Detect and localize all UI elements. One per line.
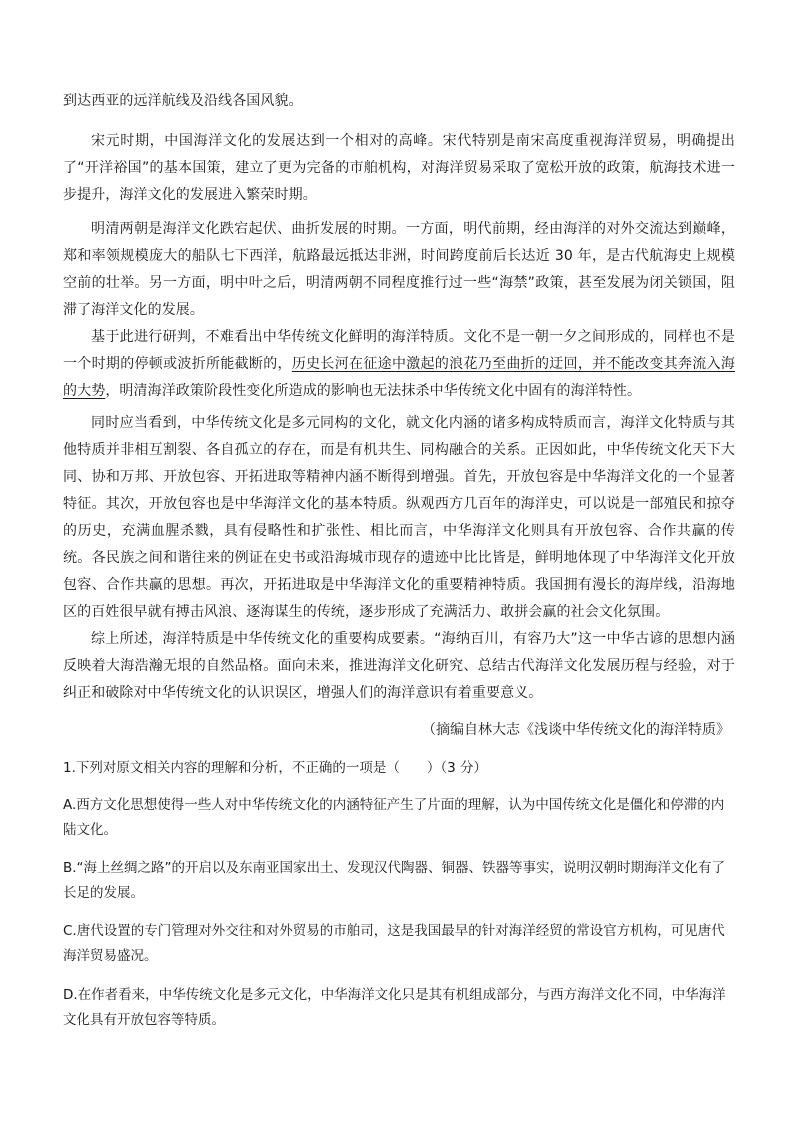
paragraph-conclusion: 综上所述，海洋特质是中华传统文化的重要构成要素。“海纳百川，有容乃大”这一中华古谚的思想内涵反映着大海浩瀚无垠的自然品格。面向未来，推进海洋文化研究、总结古代海洋文化发展历程与经验，对于纠正和破除对中华传统文化的认识误区，增强人们的海洋意识有着重要意义。 xyxy=(63,631,735,701)
paragraph-song-yuan: 宋元时期，中国海洋文化的发展达到一个相对的高峰。宋代特别是南宋高度重视海洋贸易，明确提出了“开洋裕国”的基本国策，建立了更为完备的市舶机构，对海洋贸易采取了宽松开放的政策，航海技术进一步提升，海洋文化的发展进入繁荣时期。 xyxy=(63,133,735,203)
paragraph-ming-qing: 明清两朝是海洋文化跌宕起伏、曲折发展的时期。一方面，明代前期，经由海洋的对外交流达到巅峰，郑和率领规模庞大的船队七下西洋，航路最远抵达非洲，时间跨度前后长达近 30 年，是古代航海史上规模空前的壮举。另一方面，明中叶之后，明清两朝不同程度推行过一些“海禁”政策，甚至发展为闭关锁国，阻滞了海洋文化的发展。 xyxy=(63,221,735,318)
paragraph-judgement xyxy=(63,324,735,405)
paragraph-multicultural: 同时应当看到，中华传统文化是多元同构的文化，就文化内涵的诸多构成特质而言，海洋文化特质与其他特质并非相互割裂、各自孤立的存在，而是有机共生、同构融合的关系。正因如此，中华传统文化天下大同、协和万邦、开放包容、开拓进取等精神内涵不断得到增强。首先，开放包容是中华海洋文化的一个显著特征。其次，开放包容也是中华海洋文化的基本特质。纵观西方几百年的海洋史，可以说是一部殖民和掠夺的历史，充满血腥杀戮，具有侵略性和扩张性、相比而言，中华海洋文化则具有开放包容、合作共赢的传统。各民族之间和谐往来的例证在史书或沿海城市现存的遗迹中比比皆是，鲜明地体现了中华海洋文化开放包容、合作共赢的思想。再次，开拓进取是中华海洋文化的重要精神特质。我国拥有漫长的海岸线，沿海地区的百姓很早就有搏击风浪、逐海谋生的传统，逐步形成了充满活力、敢拼会赢的社会文化氛围。 xyxy=(63,415,735,620)
judgement-text-b: ，明清海洋政策阶段性变化所造成的影响也无法抹杀中华传统文化中固有的海洋特性。 xyxy=(105,383,642,399)
option-a: A.西方文化思想使得一些人对中华传统文化的内涵特征产生了片面的理解，认为中国传统文化是僵化和停滞的内陆文化。 xyxy=(63,797,725,838)
question-stem: 1.下列对原文相关内容的理解和分析，不正确的一项是（ ）（3 分） xyxy=(63,760,488,776)
judgement-text-a: 基于此进行研判，不难看出中华传统文化鲜明的海洋特质。文化不是一朝一夕之间形成的，同样也不是一个时期的停顿或波折所能截断的， xyxy=(63,329,735,372)
underlined-sentence: 历史长河在征途中激起的浪花乃至曲折的迂回，并不能改变其奔流入海的大势 xyxy=(63,356,735,399)
option-d: D.在作者看来，中华传统文化是多元文化，中华海洋文化只是其有机组成部分，与西方海洋文化不同，中华海洋文化具有开放包容等特质。 xyxy=(63,987,726,1028)
option-c: C.唐代设置的专门管理对外交往和对外贸易的市舶司，这是我国最早的针对海洋经贸的常设官方机构，可见唐代海洋贸易盛况。 xyxy=(63,923,725,964)
source-citation: （摘编自林大志《浅谈中华传统文化的海洋特质》 xyxy=(422,722,730,738)
option-b: B.“海上丝绸之路”的开启以及东南亚国家出土、发现汉代陶器、铜器、铁器等事实，说明汉朝时期海洋文化有了长足的发展。 xyxy=(63,860,726,901)
paragraph-intro-tail: 到达西亚的远洋航线及沿线各国风貌。 xyxy=(63,93,303,109)
